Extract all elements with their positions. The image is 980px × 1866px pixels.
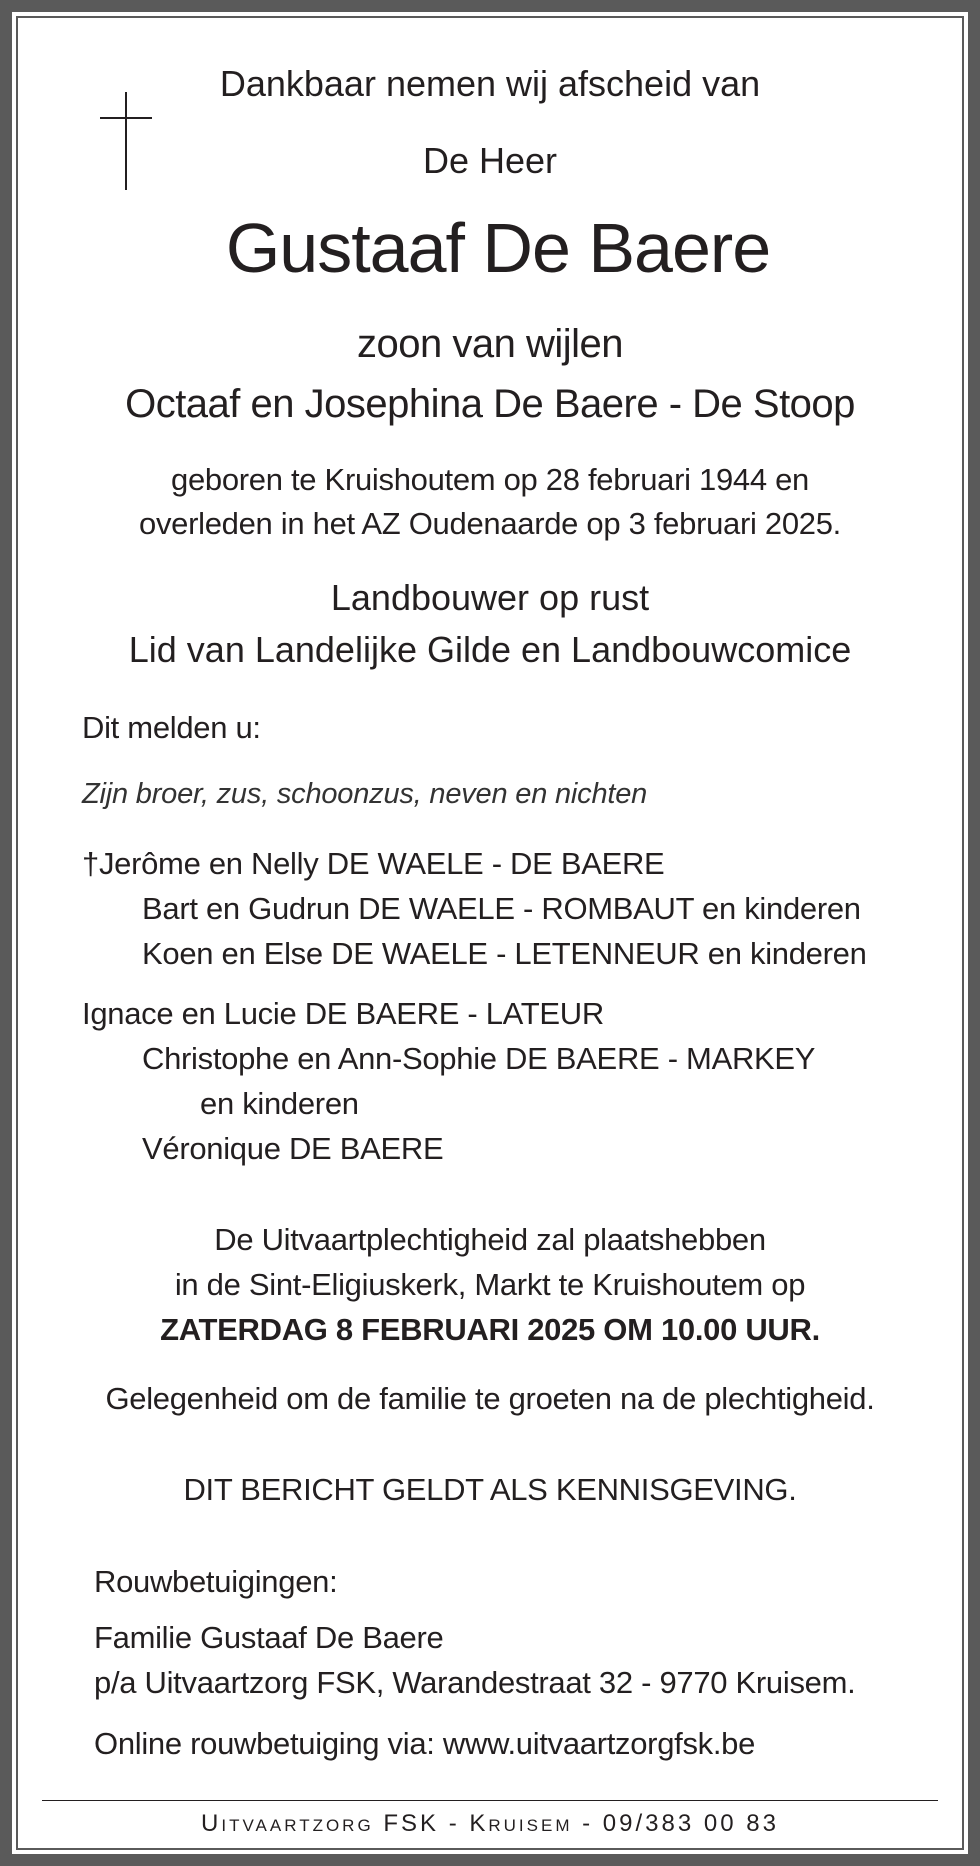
footer-text: Uitvaartzorg FSK - Kruisem - 09/383 00 83 bbox=[201, 1810, 779, 1837]
condolences-address: p/a Uitvaartzorg FSK, Warandestraat 32 - 9770 Kruisem. bbox=[94, 1665, 856, 1700]
birth-text: geboren te Kruishoutem op 28 februari 1944 en bbox=[171, 462, 809, 497]
family-line: Bart en Gudrun DE WAELE - ROMBAUT en kinderen bbox=[142, 891, 861, 926]
intro-text: Dankbaar nemen wij afscheid van bbox=[219, 63, 761, 104]
online-condolence-link[interactable]: Online rouwbetuiging via: www.uitvaartzorgfsk.be bbox=[94, 1726, 756, 1761]
greeting-text: Gelegenheid om de familie te groeten na de plechtigheid. bbox=[105, 1381, 875, 1416]
relations-intro: Zijn broer, zus, schoonzus, neven en nichten bbox=[82, 778, 648, 810]
family-line: Véronique DE BAERE bbox=[142, 1131, 444, 1166]
death-text: overleden in het AZ Oudenaarde op 3 februari 2025. bbox=[139, 506, 841, 541]
family-line: en kinderen bbox=[200, 1086, 359, 1121]
occupation-line-1: Landbouwer op rust bbox=[330, 577, 650, 618]
ceremony-date: ZATERDAG 8 FEBRUARI 2025 OM 10.00 UUR. bbox=[160, 1312, 820, 1347]
deceased-name: Gustaaf De Baere bbox=[225, 209, 771, 287]
parents-line-1: zoon van wijlen bbox=[357, 322, 623, 366]
family-line: Koen en Else DE WAELE - LETENNEUR en kinderen bbox=[142, 936, 867, 971]
footer-divider bbox=[42, 1800, 938, 1801]
occupation-line-2: Lid van Landelijke Gilde en Landbouwcomice bbox=[128, 629, 852, 670]
ceremony-line-2: in de Sint-Eligiuskerk, Markt te Kruishoutem op bbox=[174, 1267, 806, 1302]
notice-text: DIT BERICHT GELDT ALS KENNISGEVING. bbox=[183, 1472, 797, 1507]
family-line: Christophe en Ann-Sophie DE BAERE - MARKEY bbox=[142, 1041, 816, 1076]
condolences-label: Rouwbetuigingen: bbox=[94, 1564, 338, 1599]
family-line: Ignace en Lucie DE BAERE - LATEUR bbox=[82, 996, 604, 1031]
parents-line-2: Octaaf en Josephina De Baere - De Stoop bbox=[125, 382, 855, 426]
condolences-name: Familie Gustaaf De Baere bbox=[94, 1620, 444, 1655]
announce-text: Dit melden u: bbox=[82, 710, 261, 745]
honorific: De Heer bbox=[422, 140, 558, 181]
ceremony-line-1: De Uitvaartplechtigheid zal plaatshebben bbox=[214, 1222, 766, 1257]
family-line: †Jerôme en Nelly DE WAELE - DE BAERE bbox=[82, 846, 665, 881]
